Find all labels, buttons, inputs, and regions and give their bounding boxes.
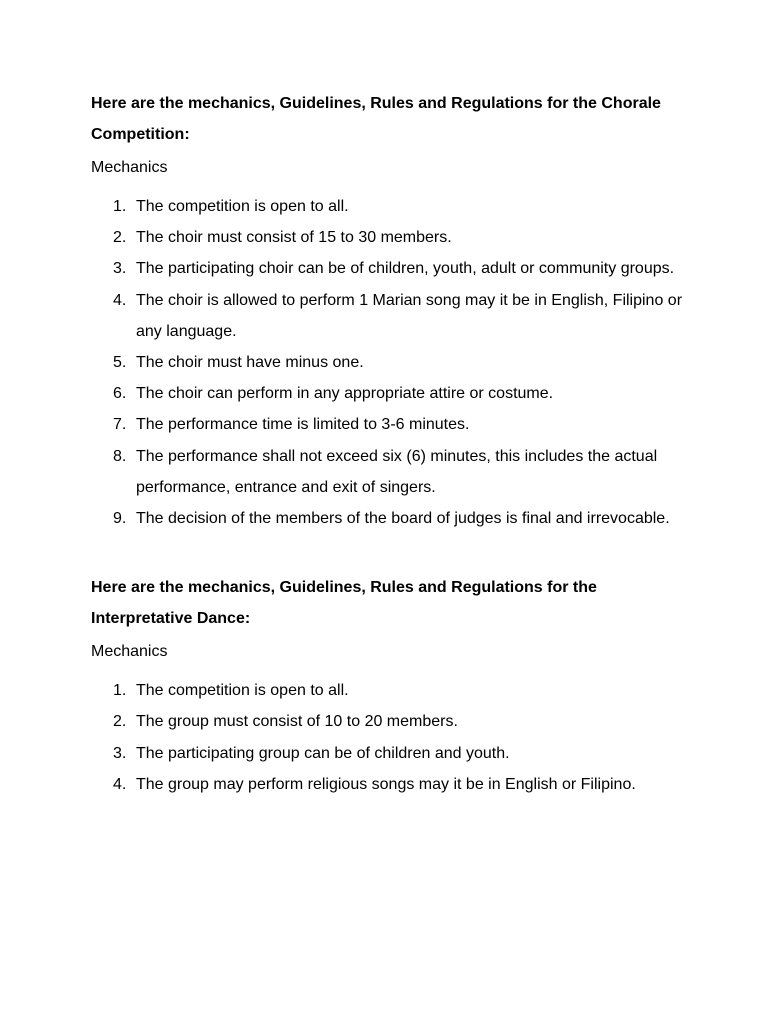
list-item xyxy=(91,347,691,378)
item-number: 4. xyxy=(113,291,127,309)
list-item xyxy=(91,222,691,253)
document-page xyxy=(91,88,691,800)
item-text: The participating choir can be of children, youth, adult or community groups. xyxy=(136,260,675,278)
item-number: 2. xyxy=(113,713,127,731)
item-text: The participating group can be of children and youth. xyxy=(136,744,510,762)
list-item xyxy=(91,706,691,737)
list-item xyxy=(91,378,691,409)
item-number: 6. xyxy=(113,385,127,403)
item-text: The group must consist of 10 to 20 members. xyxy=(136,713,458,731)
section-heading: Here are the mechanics, Guidelines, Rules and Regulations for the Interpretative Dance: xyxy=(91,579,597,628)
item-number: 4. xyxy=(113,775,127,793)
section-subheading: Mechanics xyxy=(91,643,168,661)
item-text: The choir must have minus one. xyxy=(136,354,364,372)
item-number: 5. xyxy=(113,354,127,372)
item-text: The choir must consist of 15 to 30 members. xyxy=(136,229,452,247)
item-number: 9. xyxy=(113,510,127,528)
list-item xyxy=(91,253,691,284)
list-item xyxy=(91,285,691,347)
list-item xyxy=(91,738,691,769)
item-text: The competition is open to all. xyxy=(136,198,349,215)
chorale-section xyxy=(91,88,691,534)
item-number: 7. xyxy=(113,416,127,434)
list-item xyxy=(91,675,691,706)
item-text: The group may perform religious songs may it be in English or Filipino. xyxy=(136,775,636,793)
list-item xyxy=(91,503,691,534)
item-number: 1. xyxy=(113,198,127,215)
list-item xyxy=(91,441,691,503)
list-item xyxy=(91,191,691,222)
item-text: The performance shall not exceed six (6) minutes, this includes the actual performance, entrance and exit of singers. xyxy=(136,447,658,496)
item-text: The choir can perform in any appropriate attire or costume. xyxy=(136,385,554,403)
item-number: 8. xyxy=(113,447,127,465)
item-text: The competition is open to all. xyxy=(136,682,349,700)
item-text: The decision of the members of the board of judges is final and irrevocable. xyxy=(136,510,670,528)
item-number: 1. xyxy=(113,682,127,700)
item-number: 3. xyxy=(113,744,127,762)
item-text: The choir is allowed to perform 1 Marian song may it be in English, Filipino or any language. xyxy=(136,291,683,340)
section-heading: Here are the mechanics, Guidelines, Rules and Regulations for the Chorale Competition: xyxy=(91,95,661,143)
mechanics-list xyxy=(91,191,691,534)
dance-section xyxy=(91,572,691,800)
mechanics-list xyxy=(91,675,691,800)
list-item xyxy=(91,769,691,800)
list-item xyxy=(91,409,691,440)
section-subheading: Mechanics xyxy=(91,159,168,176)
item-number: 2. xyxy=(113,229,127,247)
item-text: The performance time is limited to 3-6 minutes. xyxy=(136,416,470,434)
item-number: 3. xyxy=(113,260,127,278)
